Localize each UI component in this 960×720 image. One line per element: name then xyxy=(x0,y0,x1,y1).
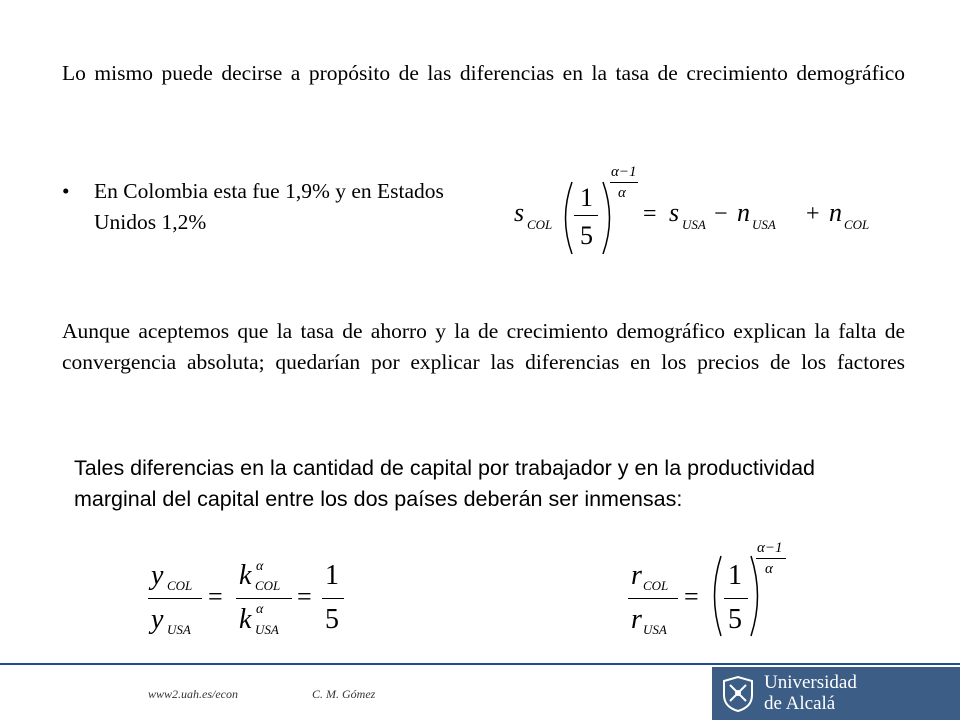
eq2-sub-col: COL xyxy=(167,578,193,593)
logo-text-line-2: de Alcalá xyxy=(764,693,836,714)
eq3-exp-den: α xyxy=(765,561,773,577)
eq3-r2: r xyxy=(631,604,642,635)
eq2-middle-fraction-bar xyxy=(236,598,292,599)
eq1-sub-col: COL xyxy=(527,217,553,232)
footer-website: www2.uah.es/econ xyxy=(148,687,238,701)
eq3-equals: = xyxy=(684,582,699,611)
eq3-r: r xyxy=(631,560,642,591)
eq1-n2: n xyxy=(829,198,842,227)
eq3-fraction-bar xyxy=(724,598,748,599)
paragraph-demographic-growth: Lo mismo puede decirse a propósito de las diferencias en la tasa de crecimiento demográfico xyxy=(62,61,905,85)
eq2-y: y xyxy=(151,560,164,591)
eq1-exp-num: α−1 xyxy=(611,164,637,180)
eq1-right-paren xyxy=(600,180,618,256)
eq2-sub-usa: USA xyxy=(167,622,191,637)
logo-text-line-1: Universidad xyxy=(764,672,857,693)
eq3-left-fraction-bar xyxy=(628,598,678,599)
eq3-sub-usa: USA xyxy=(643,622,667,637)
footer-rule xyxy=(0,663,960,665)
eq2-k2: k xyxy=(239,604,252,635)
eq2-five: 5 xyxy=(325,604,339,635)
bullet-symbol: • xyxy=(62,179,70,203)
eq2-equals-1: = xyxy=(208,582,223,611)
eq3-one: 1 xyxy=(728,560,742,591)
paragraph-capital-differences: Tales diferencias en la cantidad de capital por trabajador y en la productividad marginal del capital entre los dos países deberán ser inmensas: xyxy=(74,456,816,511)
footer-author: C. M. Gómez xyxy=(312,687,376,701)
eq2-k: k xyxy=(239,560,252,591)
eq2-alpha: α xyxy=(256,559,264,574)
eq1-equals: = xyxy=(643,201,657,227)
eq2-left-fraction-bar xyxy=(148,598,202,599)
eq1-s: s xyxy=(514,198,525,227)
eq2-one: 1 xyxy=(325,560,339,591)
eq2-sub-usa2: USA xyxy=(255,622,279,637)
eq2-equals-2: = xyxy=(297,582,312,611)
eq3-sub-col: COL xyxy=(643,578,669,593)
eq1-plus: + xyxy=(806,201,820,227)
eq3-exp-bar xyxy=(756,558,786,559)
bullet-text: En Colombia esta fue 1,9% y en Estados Unidos 1,2% xyxy=(94,179,444,234)
eq1-exp-bar xyxy=(610,182,638,183)
eq1-sub-usa2: USA xyxy=(752,217,776,232)
eq3-left-paren xyxy=(706,554,724,638)
eq1-fraction-bar xyxy=(574,215,598,216)
eq1-n: n xyxy=(737,198,750,227)
eq1-exp-den: α xyxy=(618,185,626,201)
eq1-left-paren xyxy=(557,180,575,256)
paragraph-factor-prices: Aunque aceptemos que la tasa de ahorro y la de crecimiento demográfico explican la falta de convergencia absoluta; quedarían por explicar las diferencias en los precios de los factores xyxy=(62,319,905,374)
eq2-right-fraction-bar xyxy=(322,598,344,599)
eq1-minus: − xyxy=(714,201,728,227)
eq3-right-paren xyxy=(748,554,766,638)
eq1-sub-usa: USA xyxy=(682,217,706,232)
eq3-five: 5 xyxy=(728,604,742,635)
eq3-exp-num: α−1 xyxy=(757,540,783,556)
eq1-s2: s xyxy=(669,198,680,227)
university-seal-icon xyxy=(716,671,760,715)
eq1-one: 1 xyxy=(580,183,593,212)
eq1-sub-col2: COL xyxy=(844,217,870,232)
eq1-five: 5 xyxy=(580,221,593,250)
eq2-alpha2: α xyxy=(256,602,264,617)
eq2-y2: y xyxy=(151,604,164,635)
eq2-sub-col2: COL xyxy=(255,578,281,593)
